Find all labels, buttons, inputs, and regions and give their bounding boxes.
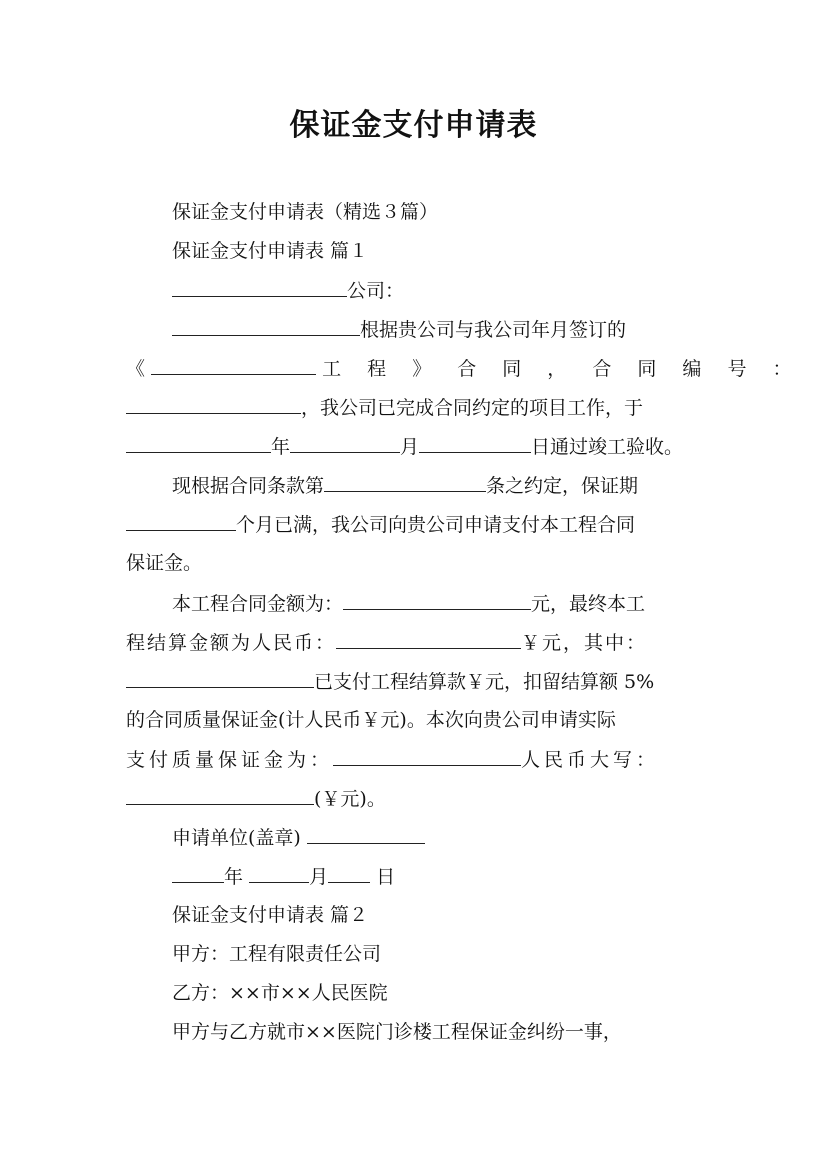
paragraph xyxy=(172,237,702,265)
paragraph xyxy=(126,667,701,696)
paragraph xyxy=(126,393,701,422)
paragraph xyxy=(172,901,702,929)
blank-line xyxy=(126,393,301,414)
text: 工 程 》 合 同 ， 合 同 编 号 ： xyxy=(322,358,795,380)
blank-line xyxy=(419,432,531,453)
blank-line xyxy=(307,823,425,844)
paragraph xyxy=(172,823,702,852)
document-title: 保证金支付申请表 xyxy=(289,108,538,143)
paragraph xyxy=(126,549,701,577)
text: 乙方：××市××人民医院 xyxy=(172,982,388,1004)
text: 的合同质量保证金(计人民币￥元)。本次向贵公司申请实际 xyxy=(126,709,616,731)
blank-line xyxy=(290,432,400,453)
paragraph xyxy=(172,198,702,226)
section-heading: 保证金支付申请表 篇２ xyxy=(172,904,369,926)
text: 保证金。 xyxy=(126,552,203,574)
blank-line xyxy=(172,315,360,336)
blank-line xyxy=(172,276,347,297)
date-line xyxy=(172,862,702,891)
text: 月 xyxy=(309,866,329,888)
paragraph xyxy=(172,471,702,500)
paragraph xyxy=(172,589,702,618)
text: (￥元)。 xyxy=(314,788,386,810)
paragraph xyxy=(172,1018,702,1046)
paragraph xyxy=(126,784,701,813)
paragraph xyxy=(126,628,701,657)
paragraph xyxy=(172,979,702,1007)
text: 甲方：工程有限责任公司 xyxy=(172,943,382,965)
paragraph xyxy=(126,510,701,539)
paragraph xyxy=(126,432,701,461)
text: 程结算金额为人民币： xyxy=(126,632,337,654)
blank-line xyxy=(126,784,314,805)
text: ，我公司已完成合同约定的项目工作，于 xyxy=(301,397,644,419)
blank-line xyxy=(249,862,309,883)
blank-line xyxy=(172,862,224,883)
text: 年 xyxy=(224,866,244,888)
text: 保证金支付申请表（精选３篇） xyxy=(172,201,439,223)
blank-line xyxy=(324,471,486,492)
text: 条之约定，保证期 xyxy=(486,475,639,497)
text: 日 xyxy=(376,866,396,888)
blank-line xyxy=(126,667,314,688)
text: 本工程合同金额为： xyxy=(172,593,344,615)
text: 甲方与乙方就市××医院门诊楼工程保证金纠纷一事， xyxy=(172,1021,622,1043)
blank-line xyxy=(126,510,236,531)
blank-line xyxy=(151,354,316,375)
paragraph xyxy=(172,276,702,305)
blank-line xyxy=(126,432,271,453)
blank-line xyxy=(343,589,531,610)
text: 元，最终本工 xyxy=(531,593,646,615)
text: 已支付工程结算款￥元，扣留结算额 5% xyxy=(314,671,655,693)
text: 现根据合同条款第 xyxy=(172,475,325,497)
paragraph xyxy=(126,354,795,383)
paragraph xyxy=(126,706,701,734)
paragraph xyxy=(126,745,701,774)
text: 月 xyxy=(400,436,420,458)
text: 人民币大写： xyxy=(521,749,660,771)
text: 个月已满，我公司向贵公司申请支付本工程合同 xyxy=(236,514,636,536)
blank-line xyxy=(328,862,370,883)
blank-line xyxy=(336,628,521,649)
text: 支付质量保证金为： xyxy=(126,749,334,771)
paragraph xyxy=(172,940,702,968)
text: 年 xyxy=(271,436,291,458)
text: 根据贵公司与我公司年月签订的 xyxy=(360,319,627,341)
text: 公司： xyxy=(347,280,405,302)
text: 日通过竣工验收。 xyxy=(531,436,684,458)
paragraph xyxy=(172,315,702,344)
text: ￥元，其中： xyxy=(521,632,648,654)
blank-line xyxy=(333,745,521,766)
signature-label: 申请单位(盖章) xyxy=(172,827,301,849)
text: 《 xyxy=(126,358,146,380)
section-heading: 保证金支付申请表 篇１ xyxy=(172,240,369,262)
